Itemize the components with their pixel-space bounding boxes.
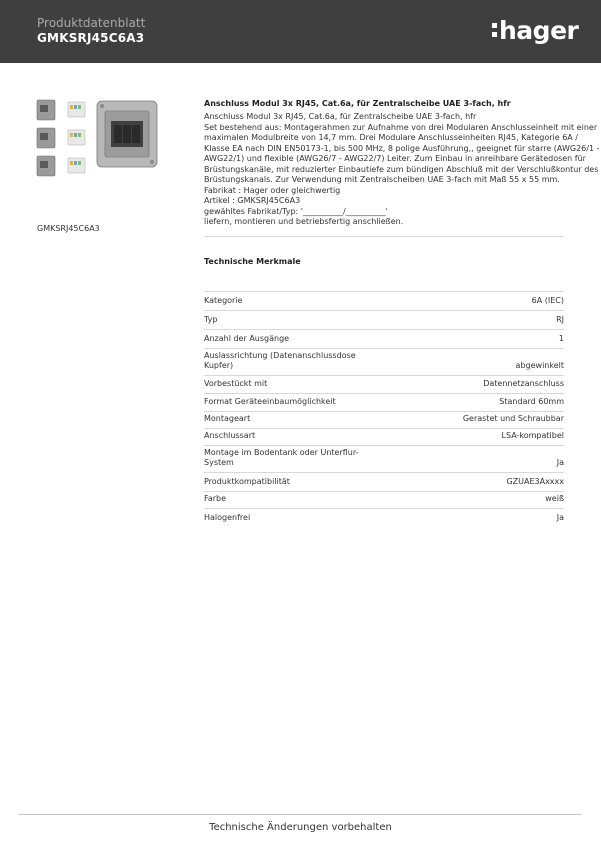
description-line: Anschluss Modul 3x RJ45, Cat.6a, für Zentralscheibe UAE 3-fach, hfr: [204, 112, 477, 121]
spec-value: Ja: [556, 513, 564, 522]
spec-row: [204, 330, 564, 349]
spec-value: GZUAE3Axxxx: [506, 477, 564, 486]
spec-label: Format Geräteeinbaumöglichkeit: [204, 397, 336, 406]
description-line: gewähltes Fabrikat/Typ: '__________/__________': [204, 206, 388, 216]
spec-value: 6A (IEC): [531, 296, 564, 305]
spec-row: [204, 492, 564, 509]
spec-row: [204, 394, 564, 412]
logo-text: hager: [499, 16, 579, 45]
description-line: Set bestehend aus: Montagerahmen zur Aufnahme von drei Modularen Anschlusseinheit mit einer: [204, 122, 598, 132]
spec-value: RJ: [556, 315, 564, 324]
description-line: liefern, montieren und betriebsfertig anschließen.: [204, 217, 404, 226]
spec-label: Montageart: [204, 414, 251, 423]
spec-label: Kategorie: [204, 296, 243, 305]
page-header: [0, 0, 601, 63]
description-line: AWG22/1) und flexible (AWG26/7 - AWG22/7) Leiter. Zum Einbau in anreihbare Gerätedosen für: [204, 154, 586, 163]
spec-label: Anschlussart: [204, 431, 256, 440]
spec-label: Farbe: [204, 494, 227, 503]
spec-row: [204, 473, 564, 492]
spec-value: Gerastet und Schraubbar: [462, 414, 564, 423]
divider: [204, 236, 564, 237]
spec-value: Datennetzanschluss: [483, 379, 564, 388]
spec-row: [204, 446, 564, 473]
hager-logo: [492, 16, 578, 45]
spec-label: Halogenfrei: [204, 513, 251, 522]
footer-divider: [18, 814, 582, 815]
spec-label: Montage im Bodentank oder Unterflur-System: [204, 448, 359, 467]
description-line: Brüstungskanals. Zur Verwendung mit Zentralscheiben UAE 3-fach mit Maß 55 x 55 mm.: [204, 175, 560, 184]
spec-row: [204, 292, 564, 311]
spec-row: [204, 509, 564, 527]
spec-label: Anzahl der Ausgänge: [204, 334, 290, 343]
product-image: [35, 97, 159, 179]
spec-label: Auslassrichtung (Datenanschlussdose Kupfer): [204, 351, 356, 370]
spec-value: 1: [558, 334, 564, 343]
spec-label: Vorbestückt mit: [204, 379, 268, 388]
product-code-heading: GMKSRJ45C6A3: [37, 31, 145, 45]
spec-row: [204, 412, 564, 429]
description-line: Fabrikat : Hager oder gleichwertig: [204, 185, 341, 195]
spec-value: Standard 60mm: [499, 397, 564, 406]
spec-value: weiß: [545, 494, 564, 503]
image-caption: GMKSRJ45C6A3: [37, 224, 100, 233]
spec-row: [204, 349, 564, 376]
spec-label: Produktkompatibilität: [204, 477, 290, 486]
mounting-frame-icon: [97, 101, 157, 167]
spec-row: [204, 429, 564, 446]
spec-label: Typ: [204, 315, 218, 324]
description-line: Klasse EA nach DIN EN50173-1, bis 500 MHz, 8 polige Ausführung,, geeignet für starre (AWG26/1 -: [204, 143, 600, 153]
logo-mark-icon: [492, 23, 498, 39]
description-line: Artikel : GMKSRJ45C6A3: [204, 196, 301, 205]
spec-value: abgewinkelt: [515, 361, 564, 370]
spec-row: [204, 311, 564, 330]
spec-value: Ja: [556, 458, 564, 467]
spec-row: [204, 376, 564, 394]
description-line: maximalen Modulbreite von 14,7 mm. Drei Modulare Anschlusseinheiten RJ45, Kategorie 6A /: [204, 133, 578, 142]
specs-heading: Technische Merkmale: [204, 257, 301, 266]
footer-note: Technische Änderungen vorbehalten: [209, 822, 392, 833]
product-title: Anschluss Modul 3x RJ45, Cat.6a, für Zentralscheibe UAE 3-fach, hfr: [204, 99, 511, 108]
document-type: Produktdatenblatt: [37, 16, 146, 30]
specs-table: [204, 291, 564, 527]
product-description: [204, 112, 600, 228]
description-line: Brüstungskanäle, mit reduzierter Einbautiefe zum bündigen Abschluß mit der Verschlußkontur des: [204, 164, 599, 174]
spec-value: LSA-kompatibel: [501, 431, 564, 440]
